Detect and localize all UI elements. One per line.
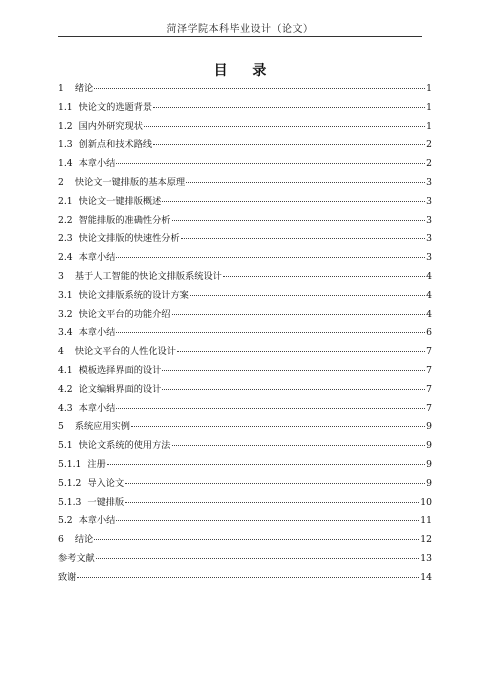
toc-entry-title: 快论文系统的使用方法 (78, 440, 171, 452)
toc-dot-leader (94, 88, 425, 89)
toc-dot-leader (153, 144, 425, 145)
toc-entry-page: 3 (426, 195, 432, 207)
toc-entry-page: 3 (426, 252, 432, 264)
toc-entry-page: 11 (420, 515, 432, 527)
toc-entry[interactable] (58, 230, 432, 249)
toc-entry[interactable] (58, 193, 432, 212)
toc-entry[interactable] (58, 80, 432, 99)
toc-entry-number: 3 (58, 270, 64, 282)
toc-entry-page: 7 (426, 346, 432, 358)
toc-entry-title: 快论文平台的功能介绍 (78, 308, 171, 320)
toc-entry-page: 4 (426, 308, 432, 320)
toc-entry-number: 5.1.1 (58, 458, 82, 470)
toc-dot-leader (162, 201, 425, 202)
toc-entry-page: 2 (426, 158, 432, 170)
toc-entry[interactable] (58, 249, 432, 268)
toc-entry-title: 本章小结 (78, 327, 116, 339)
toc-entry[interactable] (58, 268, 432, 287)
toc-dot-leader (125, 502, 419, 503)
toc-entry-page: 1 (426, 101, 432, 113)
toc-dot-leader (153, 107, 425, 108)
toc-dot-leader (162, 389, 425, 390)
toc-dot-leader (131, 426, 425, 427)
toc-entry[interactable] (58, 512, 432, 531)
toc-dot-leader (223, 276, 425, 277)
toc-entry-number: 4.2 (58, 383, 73, 395)
toc-entry[interactable] (58, 418, 432, 437)
toc-entry-title: 基于人工智能的快论文排版系统设计 (74, 270, 222, 282)
toc-dot-leader (96, 558, 420, 559)
toc-entry-number: 5 (58, 421, 64, 433)
toc-entry-page: 2 (426, 139, 432, 151)
toc-entry-title: 快论文一键排版的基本原理 (74, 176, 186, 188)
toc-entry-title: 注册 (87, 458, 106, 470)
toc-entry[interactable] (58, 155, 432, 174)
toc-dot-leader (162, 370, 425, 371)
toc-entry-title: 模板选择界面的设计 (78, 364, 162, 376)
toc-entry-page: 1 (426, 120, 432, 132)
toc-entry-title: 本章小结 (78, 158, 116, 170)
toc-entry-number: 4 (58, 346, 64, 358)
header-rule (58, 36, 422, 37)
toc-entry-title: 系统应用实例 (74, 421, 130, 433)
toc-entry-title: 本章小结 (78, 402, 116, 414)
toc-entry-page: 3 (426, 176, 432, 188)
toc-entry-number: 5.1.3 (58, 496, 82, 508)
toc-entry-number: 1.2 (58, 120, 73, 132)
toc-entry[interactable] (58, 400, 432, 419)
toc-entry-title: 论文编辑界面的设计 (78, 383, 162, 395)
toc-entry-title: 本章小结 (78, 252, 116, 264)
toc-entry-number: 4.1 (58, 364, 73, 376)
toc-entry[interactable] (58, 550, 432, 569)
toc-entry-number: 1.3 (58, 139, 73, 151)
toc-entry-title: 快论文排版系统的设计方案 (78, 289, 189, 301)
toc-entry-page: 7 (426, 383, 432, 395)
toc-entry[interactable] (58, 362, 432, 381)
toc-dot-leader (181, 238, 425, 239)
toc-entry-page: 14 (420, 571, 432, 583)
toc-dot-leader (94, 539, 419, 540)
toc-entry-number: 2.1 (58, 195, 73, 207)
toc-entry-page: 3 (426, 214, 432, 226)
toc-entry-page: 6 (426, 327, 432, 339)
toc-entry-page: 7 (426, 364, 432, 376)
toc-dot-leader (116, 408, 425, 409)
toc-dot-leader (107, 464, 425, 465)
toc-entry-number: 5.2 (58, 515, 73, 527)
toc-entry[interactable] (58, 99, 432, 118)
toc-entry-title: 快论文排版的快速性分析 (78, 233, 180, 245)
toc-entry-title: 创新点和技术路线 (78, 139, 153, 151)
toc-entry-title: 一键排版 (87, 496, 125, 508)
toc-dot-leader (172, 314, 426, 315)
toc-entry-page: 9 (426, 458, 432, 470)
toc-entry-title: 结论 (74, 534, 94, 546)
toc-entry[interactable] (58, 287, 432, 306)
toc-entry[interactable] (58, 437, 432, 456)
toc-entry-number: 3.1 (58, 289, 73, 301)
toc-dot-leader (116, 257, 425, 258)
toc-dot-leader (144, 126, 425, 127)
toc-entry-number: 2 (58, 176, 64, 188)
toc-entry[interactable] (58, 475, 432, 494)
toc-entry-title: 导入论文 (87, 477, 125, 489)
toc-entry[interactable] (58, 531, 432, 550)
toc-entry[interactable] (58, 494, 432, 513)
toc-dot-leader (172, 445, 426, 446)
toc-dot-leader (116, 332, 425, 333)
toc-entry-title: 绪论 (74, 83, 94, 94)
toc-list (58, 80, 432, 588)
toc-entry-title: 国内外研究现状 (78, 120, 143, 132)
toc-entry[interactable] (58, 343, 432, 362)
toc-entry-page: 3 (426, 233, 432, 245)
running-header: 菏泽学院本科毕业设计（论文） (166, 24, 314, 35)
toc-dot-leader (125, 483, 425, 484)
toc-entry-number: 1.1 (58, 101, 73, 113)
toc-title: 目 录 (213, 63, 277, 79)
toc-entry-page: 12 (420, 534, 432, 546)
toc-entry[interactable] (58, 118, 432, 137)
toc-entry-title: 参考文献 (58, 552, 95, 564)
toc-entry[interactable] (58, 136, 432, 155)
toc-entry-number: 2.2 (58, 214, 73, 226)
toc-entry-page: 13 (420, 552, 432, 564)
toc-entry[interactable] (58, 174, 432, 193)
toc-entry-number: 3.2 (58, 308, 73, 320)
toc-entry-number: 5.1.2 (58, 477, 82, 489)
toc-dot-leader (186, 182, 425, 183)
toc-entry-page: 4 (426, 270, 432, 282)
toc-entry-number: 2.3 (58, 233, 73, 245)
toc-entry-title: 致谢 (58, 571, 77, 583)
toc-entry[interactable] (58, 569, 432, 588)
toc-entry[interactable] (58, 212, 432, 231)
toc-entry-page: 7 (426, 402, 432, 414)
toc-entry[interactable] (58, 324, 432, 343)
toc-entry-title: 智能排版的准确性分析 (78, 214, 171, 226)
toc-entry-page: 10 (420, 496, 432, 508)
toc-entry-number: 3.4 (58, 327, 73, 339)
toc-entry-number: 1.4 (58, 158, 73, 170)
toc-entry-title: 快论文的选题背景 (78, 101, 153, 113)
toc-dot-leader (172, 220, 426, 221)
toc-entry-page: 9 (426, 440, 432, 452)
toc-dot-leader (190, 295, 425, 296)
toc-entry[interactable] (58, 306, 432, 325)
toc-entry[interactable] (58, 381, 432, 400)
toc-entry-title: 快论文一键排版概述 (78, 195, 162, 207)
toc-dot-leader (77, 577, 419, 578)
toc-entry-title: 快论文平台的人性化设计 (74, 346, 176, 358)
toc-entry-title: 本章小结 (78, 515, 116, 527)
toc-dot-leader (177, 351, 425, 352)
toc-dot-leader (116, 520, 419, 521)
toc-dot-leader (116, 163, 425, 164)
toc-entry-number: 6 (58, 534, 64, 546)
toc-entry[interactable] (58, 456, 432, 475)
toc-entry-page: 1 (426, 83, 432, 94)
toc-entry-number: 5.1 (58, 440, 73, 452)
toc-entry-page: 9 (426, 477, 432, 489)
toc-entry-number: 1 (58, 83, 64, 94)
toc-entry-number: 4.3 (58, 402, 73, 414)
toc-entry-page: 9 (426, 421, 432, 433)
toc-entry-number: 2.4 (58, 252, 73, 264)
toc-entry-page: 4 (426, 289, 432, 301)
